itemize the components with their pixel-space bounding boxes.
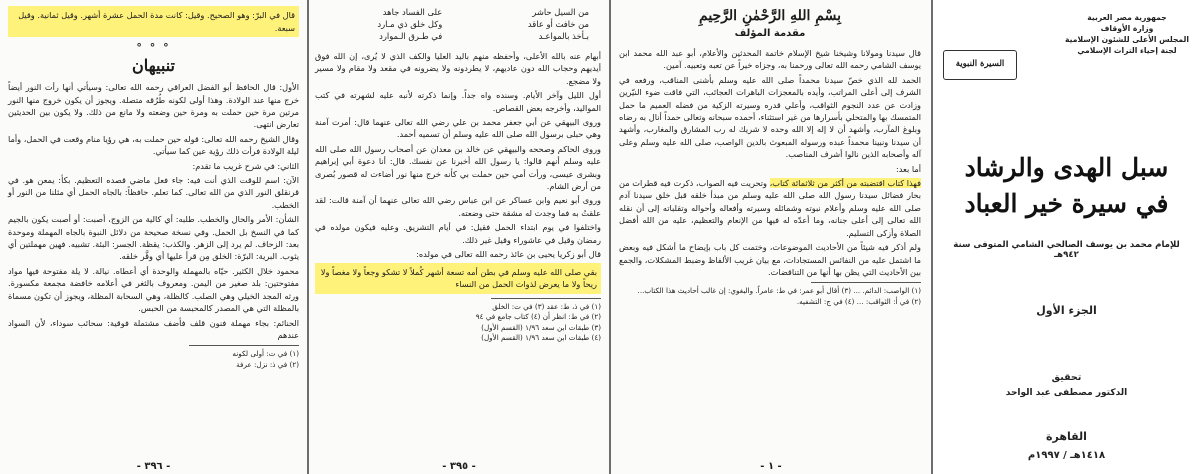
basmala: بِسْمِ اللهِ الرَّحْمٰنِ الرَّحِيمِ xyxy=(699,8,841,24)
paragraph: أبهام عنه بالله الأعلى، وأحفظه منهم باليد العليا والكف الذي لا يُرى، إن الله فوق أيديهم وحجاب الله دون عاديهم، لا يطردونه ولا يضرونه في مقعد ولا مقام ولا مسير ولا مضجع. xyxy=(315,51,601,86)
highlighted-passage: قال في البرّ: وهو الصحيح. وقيل: كانت مدة الحمل عشرة أشهر. وقيل ثمانية. وقيل سبعة. xyxy=(8,6,299,37)
paragraph xyxy=(619,177,921,239)
section-divider: ° ° ° xyxy=(136,41,171,55)
poem-line: وكل خلق ذي مـارد xyxy=(377,19,443,29)
page-number: - ٣٩٥ - xyxy=(442,461,476,472)
paragraph: الشأن: الأمر والحال والخطب. طلبه: أي كالية من الزوج، أصبت: أو أصبت يكون بالجيم كما في النسخ بل الحمل. وفي نسخة صحيحة من دلائل النبوة بالجاه المهملة وموحدة بعد: الزحاف. لم يرد إلى الزهر. والكذب: يقظة. الجسر: البئة. تشبيه. فهين مهملتين أي يثوب. البرية: البرّة: الخلق مِن قرأ عليها أي وقَّر خلقه. xyxy=(8,214,299,262)
paragraph: واختلفوا في يوم ابتداء الحمل فقيل: في أيام التشريق. وعليه فيكون مولده في رمضان وقيل في عاشوراء وقيل غير ذلك. xyxy=(315,222,601,245)
section-heading: مقدمة المؤلف xyxy=(734,28,806,39)
highlighted-passage: بقي صلى الله عليه وسلم في بطن أمه تسعة أشهر كُملاً لا تشكو وجعاً ولا مغصاً ولا ريحاً ولا ما يعرض لذوات الحمل من النساء xyxy=(315,263,601,294)
institution-line: لجنة إحياء التراث الإسلامي xyxy=(1077,46,1177,55)
paragraph: أول الليل وآخر الأيام. وسنده واه جداً. وإنما ذكرته لأنبه عليه لشهرته في كتب المواليد، وأخرجه بعض القصاص. xyxy=(315,90,601,113)
footnote-rule xyxy=(189,345,299,346)
cover-page xyxy=(933,0,1200,474)
book-title xyxy=(943,150,1190,222)
paragraph: قال أبو زكريا يحيى بن عائذ رحمه الله تعالى في مولده: xyxy=(416,249,601,260)
page-number: - ٣٩٦ - xyxy=(136,461,171,472)
poem-block xyxy=(315,6,601,42)
paragraph: الآن: اسم للوقت الذي أنت فيه: جاء فعل ماضي قصده التعظيم. بكأ: يمعن هو. في قرنقلق النور الذي من الله تعالى. كما تعلم. حافظاً: بالجاه الحمل أي مثلنا من النور أو الخطب. xyxy=(8,175,299,210)
book-title-line1: سبل الهدى والرشاد xyxy=(964,153,1169,182)
paragraph: قال سيدنا ومولانا وشيخنا شيخ الإسلام خاتمة المحدثين والأعلام، أبو عبد الله محمد ابن يوسف الشامي رحمه الله تعالى ورحمنا به، وجزاه خيراً عن تعبه وتعبيه. آمين. xyxy=(619,48,921,71)
paragraph: الحنائم: بجاء مهملة فنون قلف فأضف مشتملة فوقية: سحائب سوداء، لأن السواد عندهم xyxy=(8,317,299,340)
footnote: (١) في ذ، ط: عقد (٣) في ت: الخلق xyxy=(492,301,601,311)
poem-line: من خافت أو عاقد xyxy=(527,19,589,29)
footnote: (٢) في ذ: نزل: عرفة xyxy=(236,359,299,369)
publication-city: القاهرة xyxy=(1046,430,1087,443)
institution-line: جمهورية مصر العربية xyxy=(1087,13,1167,22)
footnote: (١) الواصب: الدائم. ... (٣) أقال أبو عمر: في ط: عامراً. والبغوي: إن غالب أحاديث هذا الكتاب... xyxy=(637,286,921,296)
footnote: (١) في ت: أولى لكونه xyxy=(232,349,299,359)
footnote: (٢) في ط: انظر أن (٤) كتاب جامع في ٩٤ xyxy=(475,312,601,322)
book-title-line2: في سيرة خير العباد xyxy=(964,189,1169,218)
footnote-rule xyxy=(491,298,601,299)
section-heading: تنبيهان xyxy=(132,56,175,76)
poem-line: على الفساد جاهد xyxy=(382,7,443,17)
editor-name: الدكتور مصطفى عبد الواحد xyxy=(1005,388,1128,398)
poem-line: بـأخذ بالمواعـد xyxy=(538,31,589,41)
paragraph-continuation: وتحريت فيه الصواب، ذكرت فيه قطرات من بحار فضائل سيدنا رسول الله صلى الله عليه وسلم من مبدأ خلقه قبل خلق سيدنا آدم صلى الله عليه وسلم وأعلام نبوته وشمائله وسيرته وأفعاله وأحواله وتقلباته إلى أن نقله الله تعالى إلى أعلى جنانه، وما أعدّه له فيها من الإنعام والتعظيم، عليه من الله أفضل الصلاة وأزكى التسليم. xyxy=(619,178,921,238)
tahqiq-label: تحقيق xyxy=(1051,372,1082,383)
paragraph: وقال الشيخ رحمه الله تعالى: قوله حين حملت به، هي رؤيا منام وقعت في الحمل، وأما ليلة الولادة فرأت ذلك رؤية عين كما سيأتي. xyxy=(8,133,299,157)
series-seal: السيرة النبوية xyxy=(943,50,1017,80)
poem-line: في طـرق الـموارد xyxy=(379,31,443,41)
footnote: (٢) في أ: الثواقب: ... (٤) في ج: التشفيه. xyxy=(796,296,921,306)
footnote: (٣) طبقات ابن سعد ١/٩٦ (القسم الأول) xyxy=(481,322,601,332)
page-396 xyxy=(0,0,307,474)
paragraph: الحمد لله الذي خصّ سيدنا محمداً صلى الله عليه وسلم بأشنى المناقب، ورفعه في الشرف إلى أعلى المراتب، وأيده بالمعجزات الباهرات العجائب، التي فاقت ضوء النيّرين وزادت عن عدد النجوم الثواقب، وأعلي قدره وسيرته الزكية من فضله العميم ما حمل المتمسك بها والمتحلي بأسرارها من غير استثناء، أحمده سبحانه وتعالى حمداً أنال به رضاه وبلوغ المآرب، وأشهد أن لا إله إلا الله وحده لا شريك له رب المشارق والمغارب، وأشهد أن سيدنا ونبينا محمداً عبده ورسوله المبعوث بالدين الواصب، صلى الله عليه وسلم وعلى آله وأصحابه الذين نالوا أشرف المناصب. xyxy=(619,74,921,160)
institution-block xyxy=(1062,12,1192,56)
paragraph: أما بعد: xyxy=(895,163,921,174)
publication-year: ١٤١٨هـ / ١٩٩٧م xyxy=(1027,450,1106,461)
page-395 xyxy=(309,0,609,474)
paragraph: الأول: قال الحافظ أبو الفضل العراقي رحمه الله تعالى: وسيأتي أنها رأت النور أيضاً خرج منها عند الولادة. وهذا أولى لكونه طُرُقه متصلة. ويجوز أن يكون خروج منها النور مرتين مرة حين حملت به ومرة حين وضعته ولا مانع من ذلك. ولا يكون بين الحديثين تعارض انتهى. xyxy=(8,82,299,130)
poem-column-right xyxy=(474,6,589,42)
paragraph: وروى البيهقي عن أبي جعفر محمد بن علي رضي الله تعالى عنهما قال: أمرت آمنة وهي حبلى برسول الله صلى الله عليه وسلم أن تسميه أحمد. xyxy=(315,117,601,140)
page-1 xyxy=(611,0,931,474)
institution-line: المجلس الأعلى للشئون الإسلامية xyxy=(1065,35,1189,44)
paragraph: محمود خلال الكثير. حيّاه بالمهملة والوحدة أي أعطاه. نيالة. لا يلة مفتوحة فيها مواد مفتوحتين: بلد صغير من اليمن. ومعروف بالثغر في أعلامه خافضة مجمعة مكسورة. ورثه المجد الخيلي وهي الصلب. كالظلة، وهي السحابة المظلة، ويجوز أن تكون مسماة بالمظلة التي هي المصدر كالمحبسة من الحبس. xyxy=(8,265,299,314)
paragraph: وروى الحاكم وصححه والبيهقي عن خالد بن معدان عن أصحاب رسول الله صلى الله عليه وسلم أنهم قالوا: يا رسول الله أخبرنا عن نفسك. قال: أنا دعوة أبي إبراهيم وبشرى عيسى، ورأت أمي حين حملت بي كأنه خرج منها نور أضاءت له قصور بُصرى من أرض الشام. xyxy=(315,143,601,192)
paragraph: الثاني: في شرح غريب ما تقدم: xyxy=(192,160,299,171)
footnote: (٤) طبقات ابن سعد ١/٩٦ (القسم الأول) xyxy=(481,332,601,342)
footnote-rule xyxy=(811,282,921,283)
author-line: للإمام محمد بن يوسف الصالحي الشامي المتوفى سنة ٩٤٢هـ xyxy=(953,240,1180,260)
paragraph: وروى أبو نعيم وابن عساكر عن ابن عباس رضي الله تعالى عنهما أن آمنة قالت: لقد علقتُ به فما وجدت له مشقة حتى وضعته. xyxy=(315,195,601,218)
poem-line: من السيل حاشر xyxy=(532,7,589,17)
paragraph: ولم أذكر فيه شيئاً من الأحاديث الموضوعات، وختمت كل باب بإيضاح ما أشكل فيه وبعض ما اشتمل عليه من النفائس المستجادات، مع بيان غريب الألفاظ وضبط المشكلات، والجمع بين الأحاديث التي يظن بها أنها من التناقضات. xyxy=(619,242,921,277)
institution-line: وزارة الأوقاف xyxy=(1100,24,1154,33)
page-number: - ١ - xyxy=(760,461,782,472)
poem-column-left xyxy=(327,6,442,42)
highlighted-passage: فهذا كتاب اقتضبته من أكثر من ثلاثمائة كتاب، xyxy=(769,178,921,189)
volume-label: الجزء الأول xyxy=(1036,304,1097,317)
